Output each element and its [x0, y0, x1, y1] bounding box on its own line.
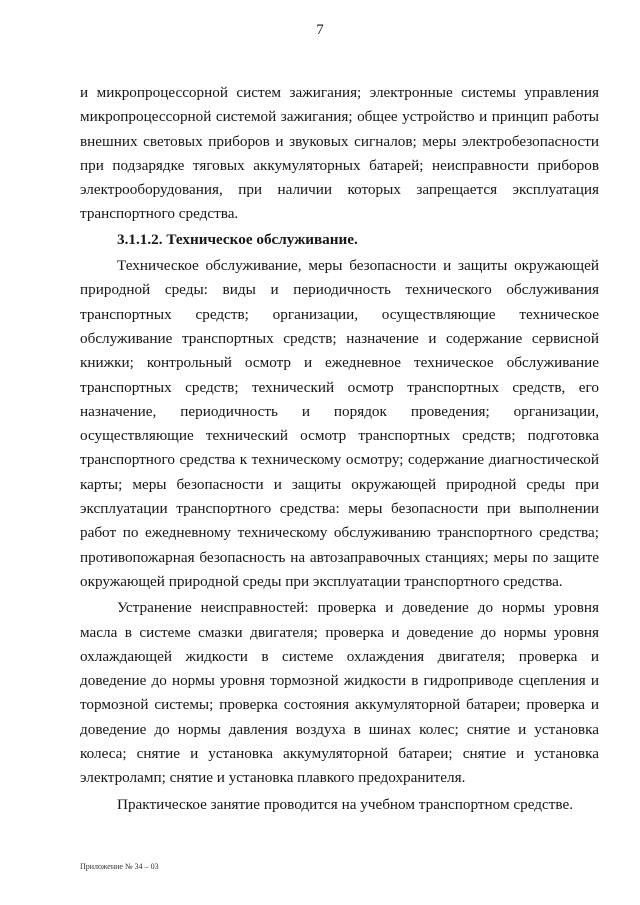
paragraph-continuation: и микропроцессорной систем зажигания; электронные системы управления микропроцессорной системой зажигания; общее устройство и принцип работы внешних световых приборов и звуковых сигналов; меры электробезопасности при подзарядке тяговых аккумуляторных батарей; неисправности приборов электрооборудования, при наличии которых запрещается эксплуатация транспортного средства. — [80, 84, 599, 223]
paragraph-troubleshooting: Устранение неисправностей: проверка и доведение до нормы уровня масла в системе смазки двигателя; проверка и доведение до нормы уровня охлаждающей жидкости в системе охлаждения двигателя; проверка и доведение до нормы уровня тормозной жидкости в гидроприводе сцепления и тормозной системы; проверка состояния аккумуляторной батареи; проверка и доведение до нормы давления воздуха в шинах колес; снятие и установка колеса; снятие и установка аккумуляторной батареи; снятие и установка электроламп; снятие и установка плавкого предохранителя. — [80, 599, 599, 787]
page-footer: Приложение № 34 – 03 — [80, 862, 159, 871]
page-number: 7 — [316, 22, 324, 38]
section-heading: 3.1.1.2. Техническое обслуживание. — [117, 230, 358, 248]
document-body — [80, 81, 599, 817]
paragraph-practical-lesson: Практическое занятие проводится на учебном транспортном средстве. — [117, 795, 573, 813]
paragraph-maintenance: Техническое обслуживание, меры безопасности и защиты окружающей природной среды: виды и периодичность технического обслуживания транспортных средств; организации, осуществляющие техническое обслуживание транспортных средств; назначение и содержание сервисной книжки; контрольный осмотр и ежедневное техническое обслуживание транспортных средств; технический осмотр транспортных средств, его назначение, периодичность и порядок проведения; организации, осуществляющие технический осмотр транспортных средств; подготовка транспортного средства к техническому осмотру; содержание диагностической карты; меры безопасности и защиты окружающей природной среды при эксплуатации транспортного средства: меры безопасности при выполнении работ по ежедневному техническому обслуживанию транспортного средства; противопожарная безопасность на автозаправочных станциях; меры по защите окружающей природной среды при эксплуатации транспортного средства. — [80, 257, 599, 590]
